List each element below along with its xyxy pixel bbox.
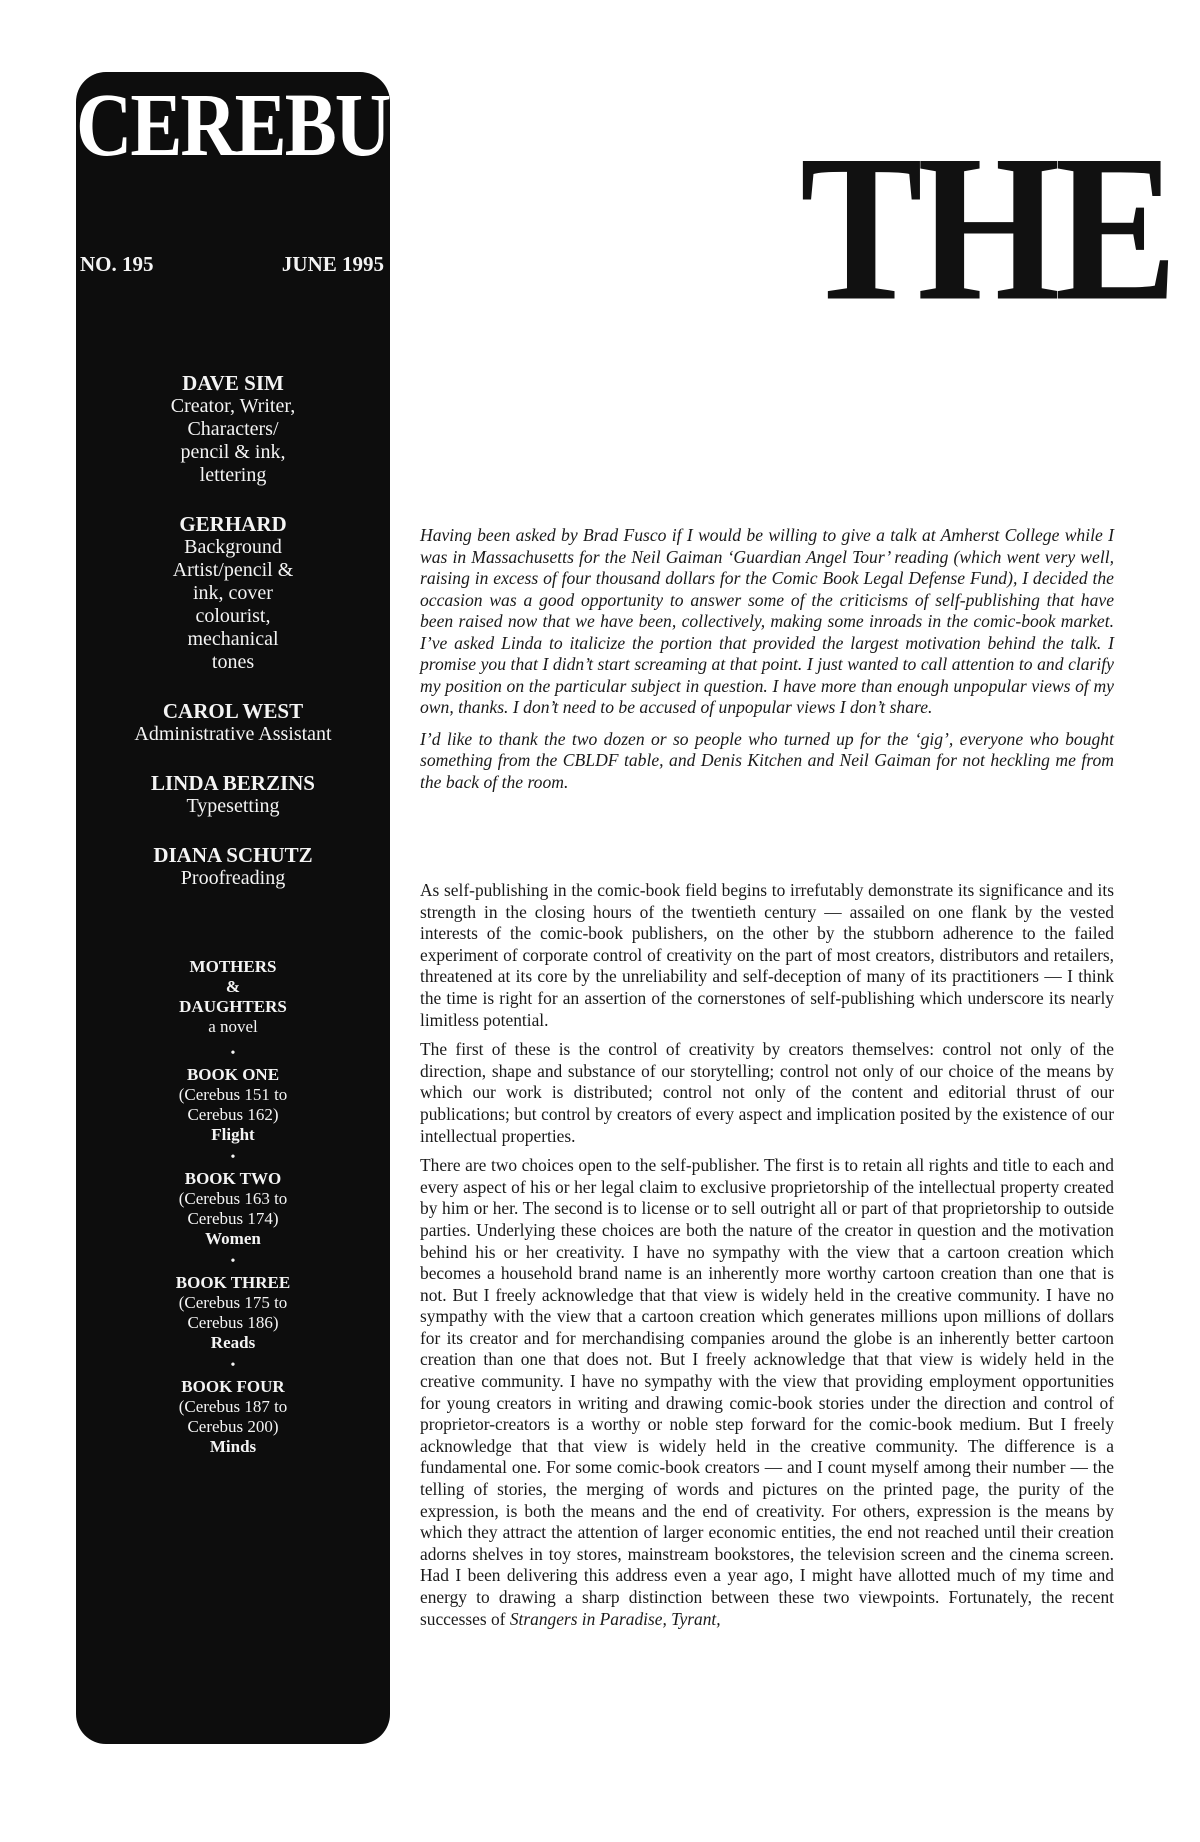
credit-name: DIANA SCHUTZ xyxy=(153,843,313,867)
book-range: (Cerebus 163 to Cerebus 174) xyxy=(178,1189,288,1228)
novel-title: MOTHERS & DAUGHTERS xyxy=(179,957,287,1016)
credit-entry xyxy=(76,772,390,818)
body-paragraph: The first of these is the control of creativity by creators themselves: control not only of the direction, shape and substance of our storytelling; control not only of our choice of the means by which our work is distributed; control not only of the content and editorial thrust of our publications; but control by creators of every aspect and implication posited by the existence of our intellectual properties. xyxy=(420,1039,1114,1146)
credit-role: Typesetting xyxy=(186,795,280,817)
book-entry xyxy=(76,1043,390,1145)
book-range: (Cerebus 187 to Cerebus 200) xyxy=(178,1397,288,1436)
novel-listing xyxy=(76,957,390,1457)
book-entry xyxy=(76,1251,390,1353)
intro-paragraph: I’d like to thank the two dozen or so people who turned up for the ‘gig’, everyone who bought something from the CBLDF table, and Denis Kitchen and Neil Gaiman for not heckling me from the back of the room. xyxy=(420,728,1114,792)
bullet-icon: • xyxy=(230,1358,236,1373)
credit-role: Proofreading xyxy=(180,867,286,889)
novel-subtitle: a novel xyxy=(208,1017,258,1036)
book-name: BOOK THREE xyxy=(175,1273,291,1292)
book-name: BOOK FOUR xyxy=(181,1377,285,1396)
bullet-icon: • xyxy=(230,1254,236,1269)
body-paragraph: As self-publishing in the comic-book field begins to irrefutably demonstrate its significance and its strength in the closing hours of the twentieth century — assailed on one flank by the vested interests of the comic-book publishers, on the other by the stubborn adherence to the failed experiment of corporate control of creativity on the part of most creators, distributors and retailers, threatened at its core by the unreliability and self-deception of many of its practitioners — I think the time is right for an assertion of the cornerstones of self-publishing which underscore its nearly limitless potential. xyxy=(420,880,1114,1030)
credit-name: GERHARD xyxy=(179,512,287,536)
bullet-icon: • xyxy=(230,1150,236,1165)
issue-date: JUNE 1995 xyxy=(281,252,384,276)
body-paragraph-text: There are two choices open to the self-publisher. The first is to retain all rights and title to each and every aspect of his or her legal claim to exclusive proprietorship of the intellectual property created by him or her. The second is to license or to sell outright all or part of that proprietorship to outside parties. Underlying these choices are both the nature of the creator in question and the motivation behind his or her creativity. I have no sympathy with the view that a cartoon creation which becomes a household brand name is an inherently more worthy cartoon creation than one that is not. But I freely acknowledge that that view is widely held in the creative community. I have no sympathy with the view that a cartoon creation which generates millions upon millions of dollars for its creator and for merchandising companies around the globe is an inherently better cartoon creation than one that does not. But I freely acknowledge that that view is widely held in the creative community. I have no sympathy with the view that providing employment opportunities for young creators in writing and drawing comic-book stories under the direction and control of proprietor-creators is a worthy or noble step forward for the comic-book medium. But I freely acknowledge that that view is widely held in the creative community. The difference is a fundamental one. For some comic-book creators — and I count myself among their number — the telling of stories, the merging of words and pictures on the printed page, the purity of the expression, is both the means and the end of creativity. For others, expression is the means by which they attract the attention of larger economic entities, the end not reached until their creation adorns shelves in toy stores, mainstream bookstores, the television screen and the cinema screen. Had I been delivering this address even a year ago, I might have allotted much of my time and energy to drawing a sharp distinction between these two viewpoints. Fortunately, the recent successes of xyxy=(420,1155,1114,1629)
book-range: (Cerebus 175 to Cerebus 186) xyxy=(178,1293,288,1332)
credit-entry xyxy=(76,844,390,890)
book-title: Flight xyxy=(211,1125,255,1144)
credit-role: Background Artist/pencil & ink, cover colourist, mechanical tones xyxy=(172,536,294,673)
cerebus-logo: CEREBUS xyxy=(76,74,431,175)
book-entry xyxy=(76,1355,390,1457)
credit-role: Creator, Writer, Characters/ pencil & ink, lettering xyxy=(170,395,296,486)
book-name: BOOK ONE xyxy=(186,1065,280,1084)
credit-name: LINDA BERZINS xyxy=(151,771,315,795)
credit-role: Administrative Assistant xyxy=(134,723,332,745)
italic-titles: Strangers in Paradise, Tyrant, xyxy=(509,1608,721,1629)
issue-number: NO. 195 xyxy=(80,252,154,276)
credits-sidebar xyxy=(76,72,431,1744)
book-name: BOOK TWO xyxy=(184,1169,282,1188)
book-range: (Cerebus 151 to Cerebus 162) xyxy=(178,1085,288,1124)
headline: THE xyxy=(800,112,1173,345)
issue-info xyxy=(80,252,384,277)
book-title: Women xyxy=(205,1229,261,1248)
book-entry xyxy=(76,1147,390,1249)
book-title: Reads xyxy=(210,1333,256,1352)
intro-note xyxy=(420,525,1114,803)
bullet-icon: • xyxy=(230,1046,236,1061)
intro-paragraph: Having been asked by Brad Fusco if I would be willing to give a talk at Amherst College while I was in Massachusetts for the Neil Gaiman ‘Guardian Angel Tour’ reading (which went very well, raising in excess of four thousand dollars for the Comic Book Legal Defense Fund), I decided the occasion was a good opportunity to answer some of the criticisms of self-publishing that have been raised now that we have been, collectively, making some inroads in the comic-book market. I’ve asked Linda to italicize the portion that provided the largest motivation behind the talk. I promise you that I didn’t start screaming at that point. I just wanted to call attention to and clarify my position on the particular subject in question. I have more than enough unpopular views of my own, thanks. I don’t need to be accused of unpopular views I don’t share. xyxy=(420,525,1114,717)
credit-entry xyxy=(76,513,390,674)
article-body xyxy=(420,880,1114,1638)
book-title: Minds xyxy=(209,1437,257,1456)
credit-name: DAVE SIM xyxy=(182,371,284,395)
credit-entry xyxy=(76,700,390,746)
credit-name: CAROL WEST xyxy=(162,699,304,723)
credits-list xyxy=(76,372,390,916)
credit-entry xyxy=(76,372,390,487)
body-paragraph xyxy=(420,1155,1114,1630)
